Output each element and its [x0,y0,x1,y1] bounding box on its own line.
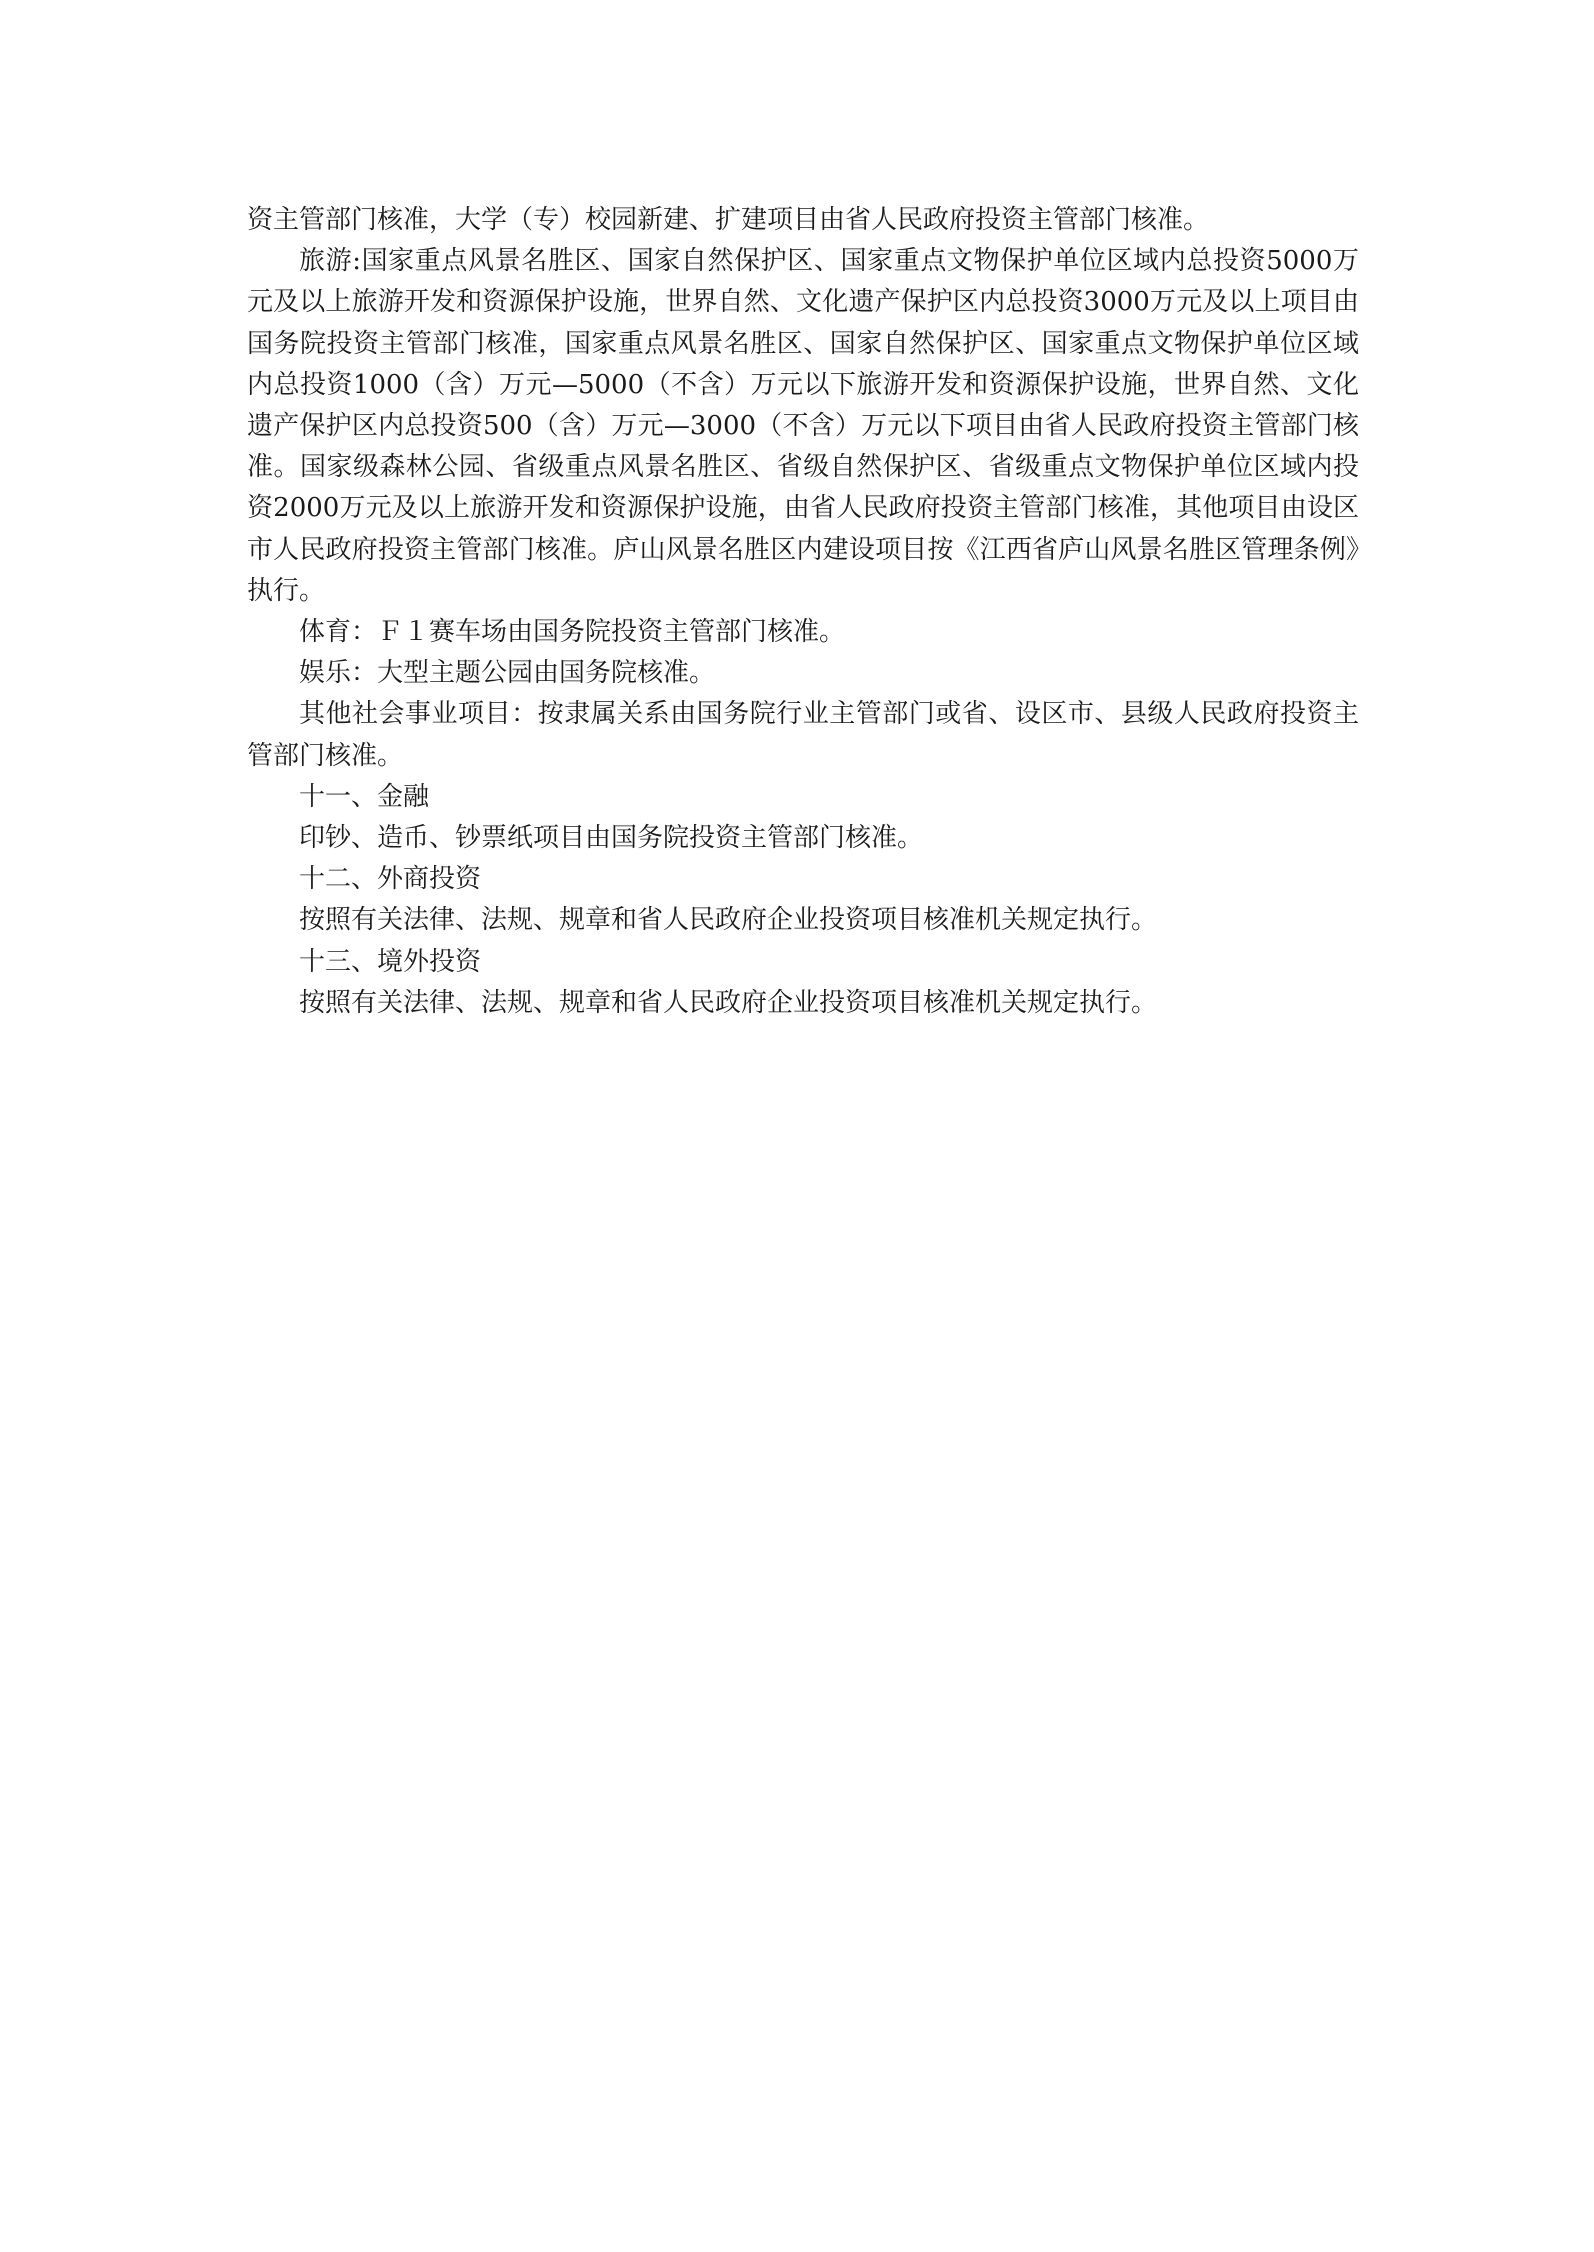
paragraph-sports: 体育：Ｆ１赛车场由国务院投资主管部门核准。 [299,617,846,648]
heading-overseas-investment: 十三、境外投资 [299,946,482,977]
paragraph-finance: 印钞、造币、钞票纸项目由国务院投资主管部门核准。 [299,823,924,854]
paragraph-tourism: 旅游:国家重点风景名胜区、国家自然保护区、国家重点文物保护单位区域内总投资5000万元及以上旅游开发和资源保护设施，世界自然、文化遗产保护区内总投资3000万元及以上项目由国务院投资主管部门核准，国家重点风景名胜区、国家自然保护区、国家重点文物保护单位区域内总投资1000（含）万元—5000（不含）万元以下旅游开发和资源保护设施，世界自然、文化遗产保护区内总投资500（含）万元—3000（不含）万元以下项目由省人民政府投资主管部门核准。国家级森林公园、省级重点风景名胜区、省级自然保护区、省级重点文物保护单位区域内投资2000万元及以上旅游开发和资源保护设施，由省人民政府投资主管部门核准，其他项目由设区市人民政府投资主管部门核准。庐山风景名胜区内建设项目按《江西省庐山风景名胜区管理条例》执行。 [247,246,1359,606]
paragraph-other-social: 其他社会事业项目：按隶属关系由国务院行业主管部门或省、设区市、县级人民政府投资主管部门核准。 [247,699,1359,771]
heading-finance: 十一、金融 [299,781,430,812]
paragraph-overseas-investment: 按照有关法律、法规、规章和省人民政府企业投资项目核准机关规定执行。 [299,987,1158,1018]
heading-foreign-investment: 十二、外商投资 [299,864,482,895]
document-body [247,200,1359,1024]
paragraph-continuation: 资主管部门核准，大学（专）校园新建、扩建项目由省人民政府投资主管部门核准。 [247,205,1210,235]
paragraph-entertainment: 娱乐：大型主题公园由国务院核准。 [299,658,716,689]
paragraph-foreign-investment: 按照有关法律、法规、规章和省人民政府企业投资项目核准机关规定执行。 [299,905,1158,936]
